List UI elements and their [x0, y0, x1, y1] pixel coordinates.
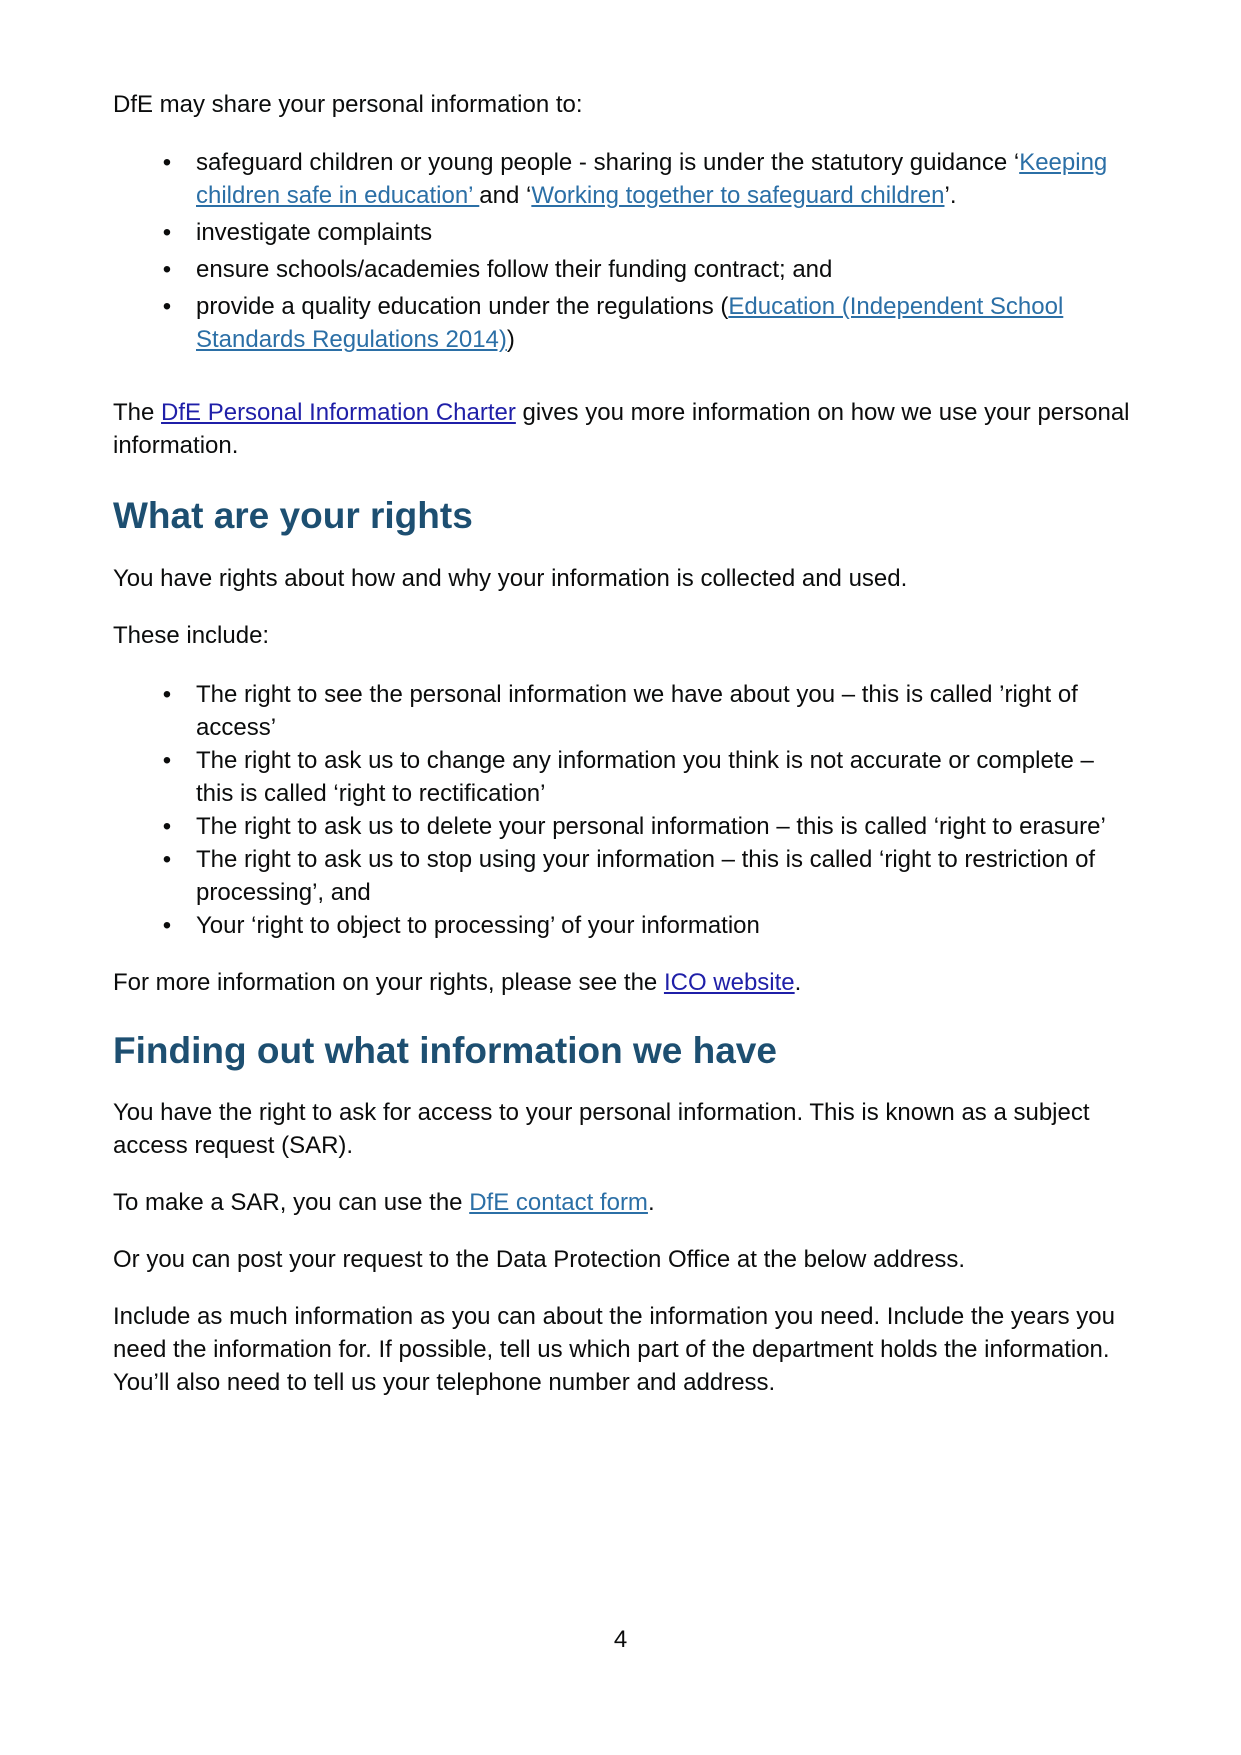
page-number: 4 [613, 1626, 628, 1653]
list-item: • provide a quality education under the regulations (Education (Independent School Standards Regulations 2014)) [113, 290, 1133, 356]
page-content [113, 88, 1133, 1399]
keeping-children-safe-link[interactable]: Keeping children safe in education’ [196, 149, 1108, 209]
list-item: • The right to ask us to stop using your information – this is called ‘right to restriction of processing’, and [113, 843, 1133, 909]
sar-contact-paragraph: To make a SAR, you can use the DfE contact form. [113, 1189, 655, 1216]
bullet-icon: • [162, 149, 172, 176]
rights-paragraph: You have rights about how and why your information is collected and used. [113, 565, 908, 592]
list-item: • ensure schools/academies follow their funding contract; and [113, 253, 1133, 286]
bullet-icon: • [162, 813, 172, 840]
list-item: • The right to ask us to change any information you think is not accurate or complete – this is called ‘right to rectification’ [113, 744, 1133, 810]
list-item: • The right to ask us to delete your personal information – this is called ‘right to erasure’ [113, 810, 1133, 843]
working-together-link[interactable]: Working together to safeguard children [531, 182, 945, 209]
bullet-icon: • [162, 256, 172, 283]
includes-paragraph: These include: [113, 622, 270, 649]
charter-paragraph: The DfE Personal Information Charter gives you more information on how we use your personal information. [113, 399, 1130, 459]
rights-list [113, 678, 1133, 942]
sar-intro-paragraph: You have the right to ask for access to your personal information. This is known as a subject access request (SAR). [113, 1099, 1090, 1159]
bullet-icon: • [162, 219, 172, 246]
education-regulations-link[interactable]: Education (Independent School Standards Regulations 2014) [196, 293, 1064, 353]
intro-paragraph: DfE may share your personal information to: [113, 91, 583, 118]
bullet-icon: • [162, 681, 172, 708]
bullet-icon: • [162, 846, 172, 873]
personal-information-charter-link[interactable]: DfE Personal Information Charter [161, 399, 516, 426]
list-item: • investigate complaints [113, 216, 1133, 249]
list-item: • safeguard children or young people - sharing is under the statutory guidance ‘Keeping children safe in education’ and ‘Working together to safeguard children’. [113, 146, 1133, 212]
include-info-paragraph: Include as much information as you can about the information you need. Include the years you need the information for. If possible, tell us which part of the department holds the information. You’ll also need to tell us your telephone number and address. [113, 1303, 1115, 1396]
bullet-icon: • [162, 747, 172, 774]
ico-website-link[interactable]: ICO website [663, 969, 795, 996]
bullet-icon: • [162, 293, 172, 320]
list-item: • The right to see the personal information we have about you – this is called ’right of access’ [113, 678, 1133, 744]
finding-heading: Finding out what information we have [113, 1030, 777, 1071]
post-request-paragraph: Or you can post your request to the Data Protection Office at the below address. [113, 1246, 966, 1273]
rights-heading: What are your rights [113, 495, 473, 536]
dfe-contact-form-link[interactable]: DfE contact form [469, 1189, 648, 1216]
bullet-icon: • [162, 912, 172, 939]
ico-paragraph: For more information on your rights, please see the ICO website. [113, 969, 802, 996]
list-item: • Your ‘right to object to processing’ of your information [113, 909, 1133, 942]
share-list [113, 146, 1133, 356]
